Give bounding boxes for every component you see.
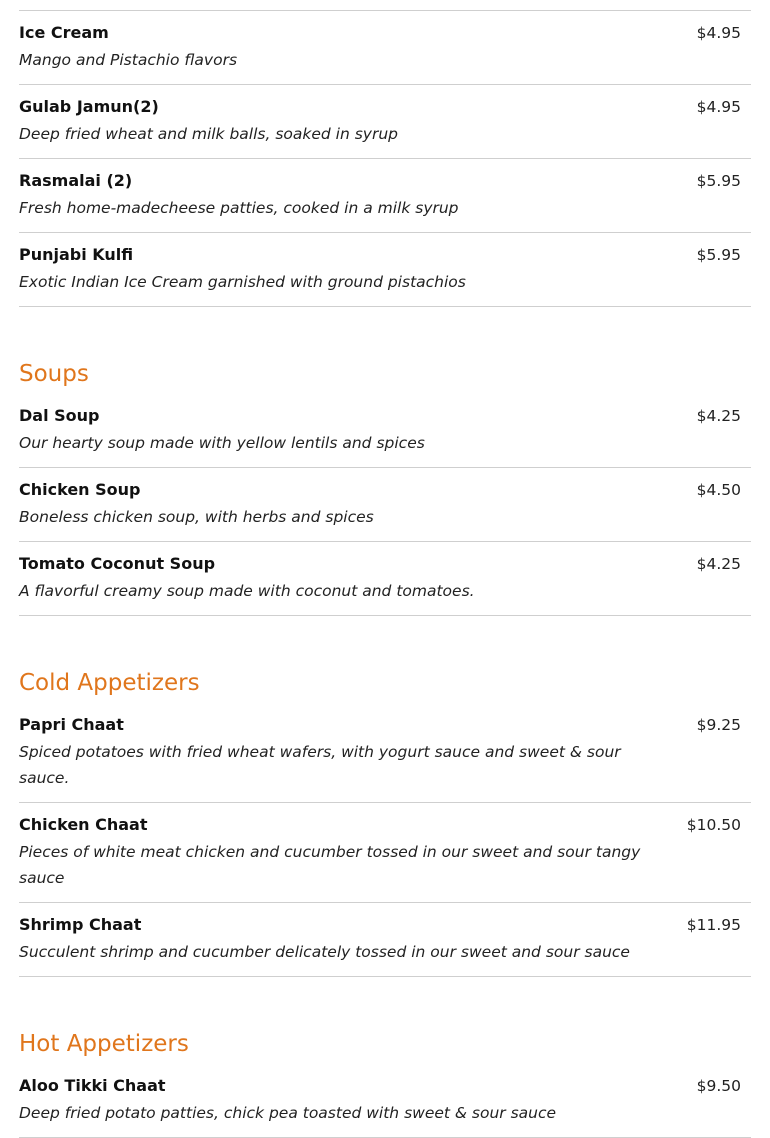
item-description: Deep fried wheat and milk balls, soaked in syrup [19,125,399,143]
item-price: $4.95 [696,24,741,42]
menu-item-chicken-chaat[interactable] [19,803,751,903]
item-price: $5.95 [696,172,741,190]
item-description: Spiced potatoes with fried wheat wafers, with yogurt sauce and sweet & sour sauce. [19,743,621,787]
menu-list [19,10,751,1138]
section-hot-appetizers [19,1029,751,1138]
item-description: Fresh home-madecheese patties, cooked in a milk syrup [19,199,459,217]
menu-item-dal-soup[interactable] [19,394,751,468]
item-price: $9.50 [696,1077,741,1095]
section-title: Soups [19,361,89,387]
menu-item-aloo-tikki-chaat[interactable] [19,1064,751,1138]
section-spacer [19,977,751,1029]
section-spacer [19,307,751,359]
item-name: Gulab Jamun(2) [19,97,159,116]
menu-item-ice-cream[interactable] [19,11,751,85]
item-price: $9.25 [696,716,741,734]
item-list [19,1064,751,1138]
item-name: Rasmalai (2) [19,171,133,190]
item-description: Exotic Indian Ice Cream garnished with ground pistachios [19,273,466,291]
menu-item-punjabi-kulfi[interactable] [19,233,751,307]
item-description: A flavorful creamy soup made with coconut and tomatoes. [19,582,475,600]
item-description: Our hearty soup made with yellow lentils and spices [19,434,425,452]
section-spacer [19,616,751,668]
item-description: Boneless chicken soup, with herbs and spices [19,508,374,526]
item-name: Ice Cream [19,23,109,42]
section-title: Cold Appetizers [19,670,200,696]
menu-item-rasmalai[interactable] [19,159,751,233]
item-description: Deep fried potato patties, chick pea toasted with sweet & sour sauce [19,1104,557,1122]
section-desserts [19,10,751,307]
item-name: Dal Soup [19,406,100,425]
item-name: Chicken Chaat [19,815,148,834]
item-price: $5.95 [696,246,741,264]
menu-item-shrimp-chaat[interactable] [19,903,751,977]
item-name: Punjabi Kulfi [19,245,134,264]
item-list [19,394,751,616]
item-price: $4.25 [696,555,741,573]
item-description: Succulent shrimp and cucumber delicately tossed in our sweet and sour sauce [19,943,630,961]
item-name: Aloo Tikki Chaat [19,1076,166,1095]
item-name: Chicken Soup [19,480,141,499]
item-name: Tomato Coconut Soup [19,554,216,573]
item-list [19,703,751,977]
item-price: $11.95 [686,916,741,934]
item-name: Shrimp Chaat [19,915,142,934]
item-price: $4.50 [696,481,741,499]
section-title: Hot Appetizers [19,1031,189,1057]
item-list [19,10,751,307]
item-description: Pieces of white meat chicken and cucumber tossed in our sweet and sour tangy sauce [19,843,641,887]
item-price: $4.25 [696,407,741,425]
section-cold-appetizers [19,668,751,977]
item-price: $10.50 [686,816,741,834]
item-name: Papri Chaat [19,715,124,734]
menu-item-tomato-coconut-soup[interactable] [19,542,751,616]
menu-item-papri-chaat[interactable] [19,703,751,803]
section-soups [19,359,751,616]
item-price: $4.95 [696,98,741,116]
item-description: Mango and Pistachio flavors [19,51,238,69]
menu-item-chicken-soup[interactable] [19,468,751,542]
menu-item-gulab-jamun[interactable] [19,85,751,159]
